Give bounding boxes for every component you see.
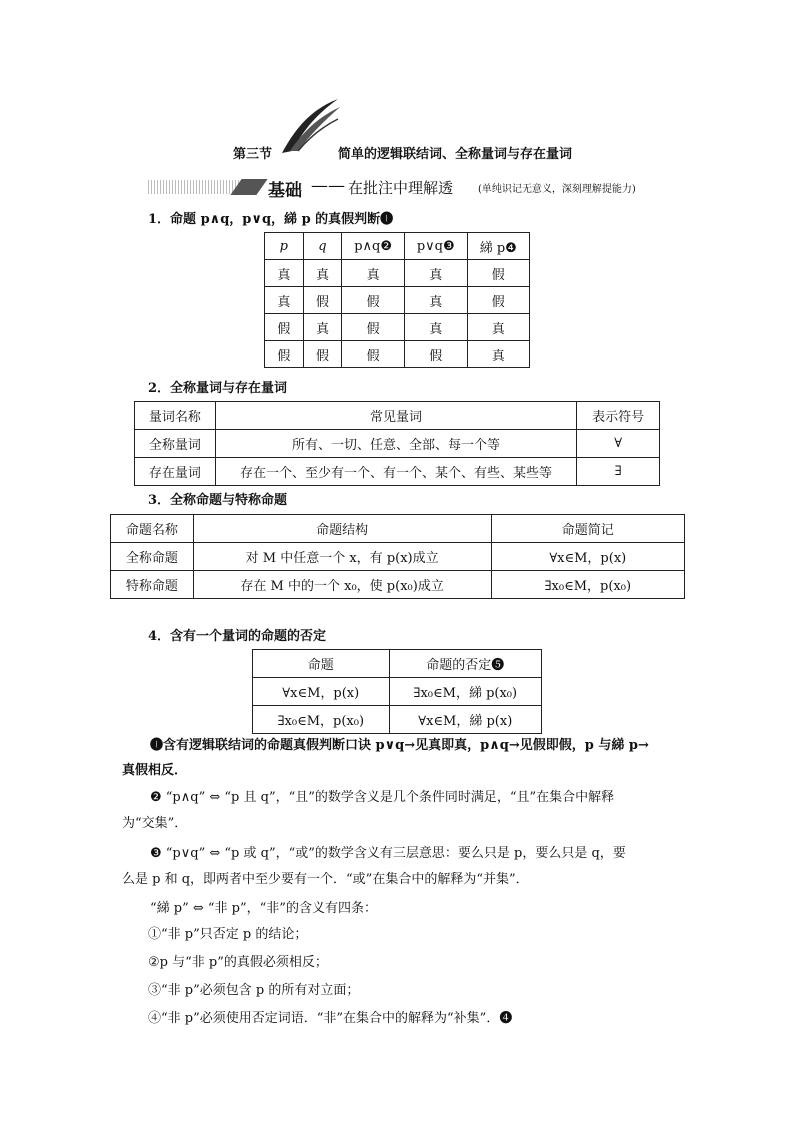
table-cell: 假 xyxy=(303,341,342,368)
table-cell: 对 M 中任意一个 x，有 p(x)成立 xyxy=(193,543,491,571)
banner xyxy=(148,176,708,201)
note-4-item: ④“非 p”必须使用否定词语．“非”在集合中的解释为“补集”．❹ xyxy=(148,1011,513,1026)
banner-note: (单纯识记无意义，深刻理解提能力) xyxy=(478,184,636,195)
header-cell: q xyxy=(318,238,327,254)
note-4-item: ②p 与“非 p”的真假必须相反； xyxy=(148,955,328,970)
section1-heading: 1．命题 p∧q，p∨q，綈 p 的真假判断❶ xyxy=(148,212,394,227)
table-cell: ∃x₀∈M，綈 p(x₀) xyxy=(389,678,541,706)
header-cell: p∧q❷ xyxy=(354,238,393,254)
table-cell: 真 xyxy=(303,260,342,287)
table-cell: 真 xyxy=(404,287,467,314)
table-cell: 真 xyxy=(265,260,304,287)
table-row xyxy=(135,458,660,486)
table-cell: 存在量词 xyxy=(135,458,216,486)
table-row xyxy=(253,706,542,734)
table-cell: 假 xyxy=(467,287,529,314)
table-cell: ∃x₀∈M，p(x₀) xyxy=(491,571,684,599)
header-cell: 命题的否定❺ xyxy=(389,650,541,678)
table-cell: 真 xyxy=(265,287,304,314)
section-number: 第三节 xyxy=(233,147,273,162)
quantifier-table xyxy=(134,401,660,486)
header-cell: p xyxy=(279,238,288,254)
table-header-row xyxy=(265,233,530,260)
table-header-row xyxy=(135,402,660,430)
proposition-table xyxy=(110,514,685,599)
header-cell: p∨q❸ xyxy=(416,238,455,254)
header-cell: 常见量词 xyxy=(215,402,577,430)
table-cell: 假 xyxy=(303,287,342,314)
header-cell: 命题简记 xyxy=(491,515,684,543)
table-cell: 真 xyxy=(467,341,529,368)
header-cell: 命题名称 xyxy=(111,515,194,543)
table-cell: ∀x∈M，綈 p(x) xyxy=(389,706,541,734)
table-row xyxy=(265,314,530,341)
banner-subtitle: 在批注中理解透 xyxy=(348,179,454,197)
table-cell: 真 xyxy=(404,260,467,287)
negation-table xyxy=(252,649,542,734)
table-cell: 假 xyxy=(404,341,467,368)
note-4-item: ③“非 p”必须包含 p 的所有对立面； xyxy=(148,983,360,998)
section4-heading: 4．含有一个量词的命题的否定 xyxy=(148,629,327,644)
table-cell: 真 xyxy=(467,314,529,341)
table-cell: 假 xyxy=(342,341,405,368)
table-cell: ∃ xyxy=(577,458,660,486)
table-cell: 全称命题 xyxy=(111,543,194,571)
table-cell: 特称命题 xyxy=(111,571,194,599)
table-cell: 真 xyxy=(404,314,467,341)
table-cell: 存在 M 中的一个 x₀，使 p(x₀)成立 xyxy=(193,571,491,599)
table-cell: ∃x₀∈M，p(x₀) xyxy=(253,706,390,734)
table-cell: 假 xyxy=(342,287,405,314)
note-3-line1: ❸ “p∨q” ⇔ “p 或 q”，“或”的数学含义有三层意思：要么只是 p，要么只是 q，要 xyxy=(150,846,626,861)
table-header-row xyxy=(111,515,685,543)
table-cell: ∀x∈M，p(x) xyxy=(253,678,390,706)
truth-table xyxy=(264,232,530,368)
banner-main: 基础 xyxy=(268,181,302,201)
table-row xyxy=(111,571,685,599)
section3-heading: 3．全称命题与特称命题 xyxy=(148,493,288,508)
note-4-item: ①“非 p”只否定 p 的结论； xyxy=(148,927,308,942)
note-2-line1: ❷ “p∧q” ⇔ “p 且 q”，“且”的数学含义是几个条件同时满足，“且”在集合中解释 xyxy=(150,790,615,805)
table-cell: 所有、一切、任意、全部、每一个等 xyxy=(215,430,577,458)
table-row xyxy=(265,260,530,287)
header-cell: 命题结构 xyxy=(193,515,491,543)
header-cell: 命题 xyxy=(253,650,390,678)
note-3-line2: 么是 p 和 q，即两者中至少要有一个．“或”在集合中的解释为“并集”． xyxy=(122,872,529,887)
table-cell: ∀ xyxy=(577,430,660,458)
banner-dash: —— xyxy=(311,176,345,196)
table-cell: 假 xyxy=(265,314,304,341)
table-cell: 假 xyxy=(467,260,529,287)
section-title-row xyxy=(0,143,794,165)
note-1-line1: ❶含有逻辑联结词的命题真假判断口诀 p∨q→见真即真，p∧q→见假即假，p 与綈 p→ xyxy=(150,738,649,753)
table-row xyxy=(253,678,542,706)
note-4-intro: “綈 p” ⇔ “非 p”，“非”的含义有四条： xyxy=(150,901,377,916)
table-cell: 全称量词 xyxy=(135,430,216,458)
table-row xyxy=(265,287,530,314)
table-cell: 真 xyxy=(303,314,342,341)
note-2-line2: 为“交集”． xyxy=(122,816,188,831)
table-cell: 假 xyxy=(342,314,405,341)
table-row xyxy=(111,543,685,571)
table-cell: 真 xyxy=(342,260,405,287)
table-cell: 假 xyxy=(265,341,304,368)
note-1-line2: 真假相反． xyxy=(122,763,188,778)
note-1 xyxy=(150,735,690,757)
header-cell: 表示符号 xyxy=(577,402,660,430)
table-cell: 存在一个、至少有一个、有一个、某个、有些、某些等 xyxy=(215,458,577,486)
table-header-row xyxy=(253,650,542,678)
header-cell: 量词名称 xyxy=(135,402,216,430)
header-cell: 綈 p❹ xyxy=(479,240,517,256)
table-row xyxy=(135,430,660,458)
table-row xyxy=(265,341,530,368)
section-title: 简单的逻辑联结词、全称量词与存在量词 xyxy=(338,147,573,162)
section2-heading: 2．全称量词与存在量词 xyxy=(148,381,288,396)
table-cell: ∀x∈M，p(x) xyxy=(491,543,684,571)
